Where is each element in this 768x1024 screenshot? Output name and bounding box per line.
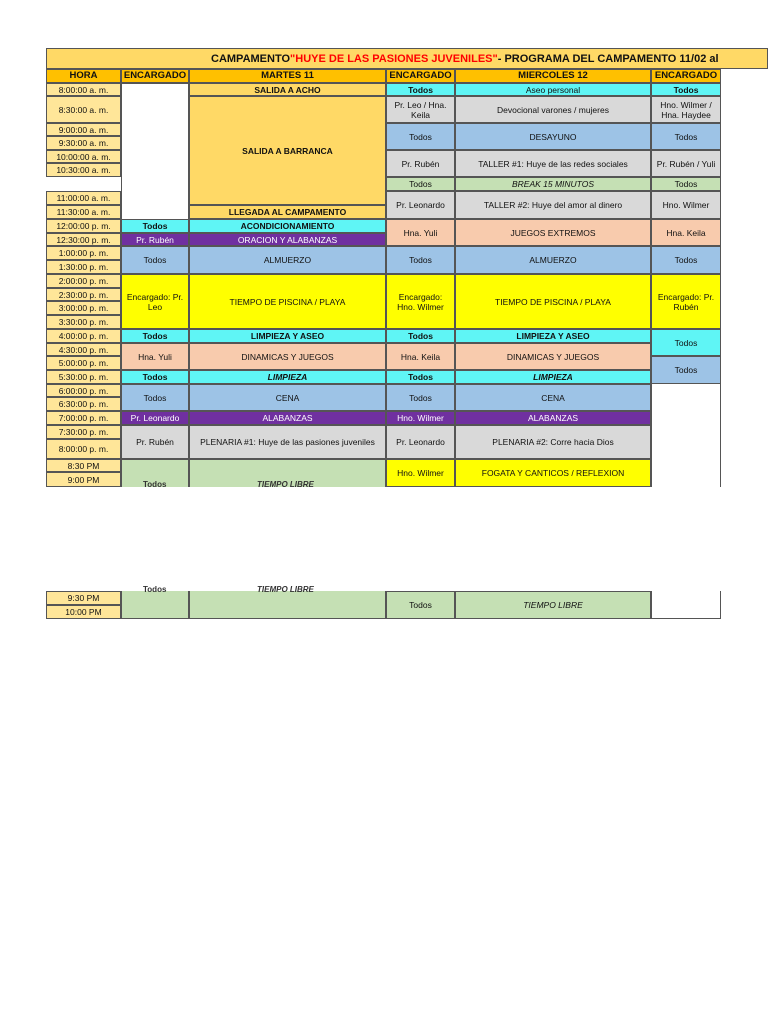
wed-limpieza2-enc: Todos bbox=[386, 370, 455, 384]
wed-taller1-enc: Pr. Rubén bbox=[386, 150, 455, 177]
wed-cena-enc: Todos bbox=[386, 384, 455, 411]
empty-cell bbox=[121, 83, 189, 219]
tue-limpieza2-enc: Todos bbox=[121, 370, 189, 384]
time-cell: 2:00:00 p. m. bbox=[46, 274, 121, 288]
tue-salida-acho: SALIDA A ACHO bbox=[189, 83, 386, 96]
page-break-gap bbox=[46, 487, 768, 591]
time-cell: 5:00:00 p. m. bbox=[46, 356, 121, 370]
time-cell: 1:00:00 p. m. bbox=[46, 246, 121, 260]
time-cell: 12:30:00 p. m. bbox=[46, 233, 121, 246]
tue-llegada: LLEGADA AL CAMPAMENTO bbox=[189, 205, 386, 219]
tue-limpieza2: LIMPIEZA bbox=[189, 370, 386, 384]
tue-piscina: TIEMPO DE PISCINA / PLAYA bbox=[189, 274, 386, 329]
time-cell: 2:30:00 p. m. bbox=[46, 288, 121, 301]
tue-piscina-enc: Encargado: Pr. Leo bbox=[121, 274, 189, 329]
tue-libre-bottom: TIEMPO LIBRE bbox=[257, 585, 314, 594]
tue-almuerzo-enc: Todos bbox=[121, 246, 189, 274]
wed-alabanzas-enc: Hno. Wilmer bbox=[386, 411, 455, 425]
wed-taller2: TALLER #2: Huye del amor al dinero bbox=[455, 191, 651, 219]
tue-cena-enc: Todos bbox=[121, 384, 189, 411]
thu-piscina-enc: Encargado: Pr. Rubén bbox=[651, 274, 721, 329]
wed-desayuno-enc: Todos bbox=[386, 123, 455, 150]
time-cell: 3:00:00 p. m. bbox=[46, 301, 121, 315]
wed-almuerzo-enc: Todos bbox=[386, 246, 455, 274]
thu-aseo-enc: Todos bbox=[651, 83, 721, 96]
tue-plenaria-enc: Pr. Rubén bbox=[121, 425, 189, 459]
time-cell: 4:00:00 p. m. bbox=[46, 329, 121, 343]
wed-plenaria-enc: Pr. Leonardo bbox=[386, 425, 455, 459]
wed-libre-enc: Todos bbox=[386, 591, 455, 619]
wed-dinamicas: DINAMICAS Y JUEGOS bbox=[455, 343, 651, 370]
wed-dinamicas-enc: Hna. Keila bbox=[386, 343, 455, 370]
wed-limpieza2: LIMPIEZA bbox=[455, 370, 651, 384]
time-cell: 7:30:00 p. m. bbox=[46, 425, 121, 439]
header-encargado-3: ENCARGADO bbox=[651, 69, 721, 83]
tue-limpieza: LIMPIEZA Y ASEO bbox=[189, 329, 386, 343]
wed-desayuno: DESAYUNO bbox=[455, 123, 651, 150]
header-encargado-1: ENCARGADO bbox=[121, 69, 189, 83]
wed-almuerzo: ALMUERZO bbox=[455, 246, 651, 274]
thu-taller2-enc: Hno. Wilmer bbox=[651, 191, 721, 219]
wed-fogata: FOGATA Y CANTICOS / REFLEXION bbox=[455, 459, 651, 487]
tue-oracion: ORACION Y ALABANZAS bbox=[189, 233, 386, 246]
time-cell: 11:00:00 a. m. bbox=[46, 191, 121, 205]
wed-break: BREAK 15 MINUTOS bbox=[455, 177, 651, 191]
wed-cena: CENA bbox=[455, 384, 651, 411]
time-cell: 5:30:00 p. m. bbox=[46, 370, 121, 384]
tue-oracion-enc: Pr. Rubén bbox=[121, 233, 189, 246]
wed-limpieza: LIMPIEZA Y ASEO bbox=[455, 329, 651, 343]
wed-limpieza-enc: Todos bbox=[386, 329, 455, 343]
tue-almuerzo: ALMUERZO bbox=[189, 246, 386, 274]
tue-cena: CENA bbox=[189, 384, 386, 411]
wed-piscina-enc: Encargado: Hno. Wilmer bbox=[386, 274, 455, 329]
time-cell: 4:30:00 p. m. bbox=[46, 343, 121, 356]
tue-libre-top: TIEMPO LIBRE bbox=[257, 480, 314, 489]
time-cell: 7:00:00 p. m. bbox=[46, 411, 121, 425]
wed-break-enc: Todos bbox=[386, 177, 455, 191]
tue-salida-barranca: SALIDA A BARRANCA bbox=[189, 96, 386, 205]
time-cell: 10:30:00 a. m. bbox=[46, 163, 121, 177]
time-cell: 8:00:00 a. m. bbox=[46, 83, 121, 96]
wed-fogata-enc: Hno. Wilmer bbox=[386, 459, 455, 487]
tue-plenaria: PLENARIA #1: Huye de las pasiones juveniles bbox=[189, 425, 386, 459]
thu-juegos-enc: Hna. Keila bbox=[651, 219, 721, 246]
wed-alabanzas: ALABANZAS bbox=[455, 411, 651, 425]
thu-devocional-enc: Hno. Wilmer / Hna. Haydee bbox=[651, 96, 721, 123]
tue-libre-enc-bottom: Todos bbox=[143, 585, 167, 594]
header-martes: MARTES 11 bbox=[189, 69, 386, 83]
wed-aseo: Aseo personal bbox=[455, 83, 651, 96]
time-cell: 1:30:00 p. m. bbox=[46, 260, 121, 274]
time-cell: 9:00:00 a. m. bbox=[46, 123, 121, 136]
wed-devocional-enc: Pr. Leo / Hna. Keila bbox=[386, 96, 455, 123]
wed-juegos: JUEGOS EXTREMOS bbox=[455, 219, 651, 246]
tue-libre-enc-top: Todos bbox=[143, 480, 167, 489]
wed-juegos-enc: Hna. Yuli bbox=[386, 219, 455, 246]
tue-acond: ACONDICIONAMIENTO bbox=[189, 219, 386, 233]
time-cell: 10:00:00 a. m. bbox=[46, 150, 121, 163]
wed-libre: TIEMPO LIBRE bbox=[455, 591, 651, 619]
tue-alabanzas: ALABANZAS bbox=[189, 411, 386, 425]
empty-cell bbox=[651, 384, 721, 487]
tue-dinamicas-enc: Hna. Yuli bbox=[121, 343, 189, 370]
wed-taller1: TALLER #1: Huye de las redes sociales bbox=[455, 150, 651, 177]
header-encargado-2: ENCARGADO bbox=[386, 69, 455, 83]
thu-desayuno-enc: Todos bbox=[651, 123, 721, 150]
time-cell: 10:00 PM bbox=[46, 605, 121, 619]
title-prefix: CAMPAMENTO bbox=[211, 52, 291, 65]
time-cell: 6:00:00 p. m. bbox=[46, 384, 121, 397]
sheet-title bbox=[46, 48, 768, 69]
time-cell: 12:00:00 p. m. bbox=[46, 219, 121, 233]
wed-piscina: TIEMPO DE PISCINA / PLAYA bbox=[455, 274, 651, 329]
time-cell: 9:30:00 a. m. bbox=[46, 136, 121, 150]
wed-plenaria: PLENARIA #2: Corre hacia Dios bbox=[455, 425, 651, 459]
time-cell: 8:30 PM bbox=[46, 459, 121, 472]
time-cell: 8:30:00 a. m. bbox=[46, 96, 121, 123]
tue-acond-enc: Todos bbox=[121, 219, 189, 233]
thu-taller1-enc: Pr. Rubén / Yuli bbox=[651, 150, 721, 177]
header-miercoles: MIERCOLES 12 bbox=[455, 69, 651, 83]
empty-cell bbox=[651, 591, 721, 619]
time-cell: 11:30:00 a. m. bbox=[46, 205, 121, 219]
thu-break-enc: Todos bbox=[651, 177, 721, 191]
thu-almuerzo-enc: Todos bbox=[651, 246, 721, 274]
wed-aseo-enc: Todos bbox=[386, 83, 455, 96]
title-suffix: - PROGRAMA DEL CAMPAMENTO 11/02 al bbox=[497, 52, 719, 65]
header-hora: HORA bbox=[46, 69, 121, 83]
tue-alabanzas-enc: Pr. Leonardo bbox=[121, 411, 189, 425]
wed-devocional: Devocional varones / mujeres bbox=[455, 96, 651, 123]
title-highlight: "HUYE DE LAS PASIONES JUVENILES" bbox=[290, 52, 498, 65]
time-cell: 6:30:00 p. m. bbox=[46, 397, 121, 411]
time-cell: 9:00 PM bbox=[46, 472, 121, 487]
tue-limpieza-enc: Todos bbox=[121, 329, 189, 343]
wed-taller2-enc: Pr. Leonardo bbox=[386, 191, 455, 219]
thu-dinamicas-enc: Todos bbox=[651, 356, 721, 384]
thu-limpieza-enc: Todos bbox=[651, 329, 721, 356]
time-cell: 9:30 PM bbox=[46, 591, 121, 605]
time-cell: 3:30:00 p. m. bbox=[46, 315, 121, 329]
tue-dinamicas: DINAMICAS Y JUEGOS bbox=[189, 343, 386, 370]
time-cell: 8:00:00 p. m. bbox=[46, 439, 121, 459]
